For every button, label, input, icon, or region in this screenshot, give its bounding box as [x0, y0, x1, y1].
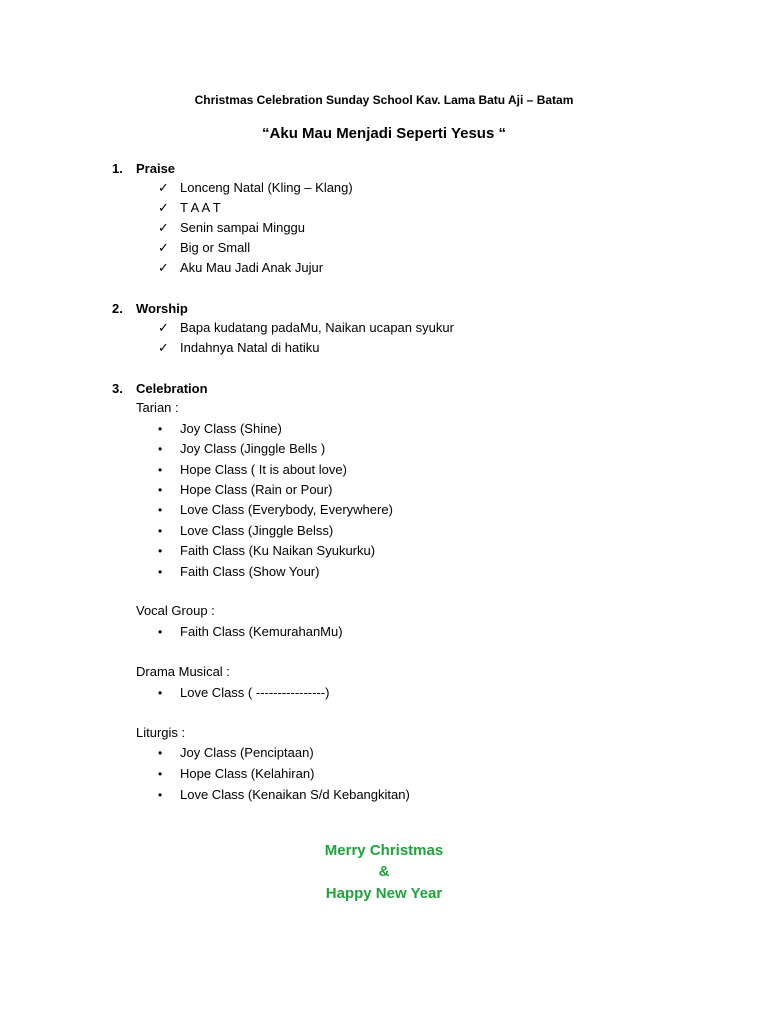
list-item: • Hope Class ( It is about love) [158, 460, 347, 480]
greeting-ampersand: & [378, 863, 390, 880]
checkmark-icon: ✓ [158, 260, 169, 275]
list-item: • Faith Class (KemurahanMu) [158, 622, 343, 642]
section-number: 2. [112, 301, 123, 316]
list-item: • Love Class ( ----------------) [158, 683, 329, 703]
bullet-icon: • [158, 686, 163, 700]
greeting-happy-new-year: Happy New Year [325, 885, 443, 902]
section-heading-worship [112, 301, 188, 316]
bullet-icon: • [158, 524, 163, 538]
checkmark-icon: ✓ [158, 220, 169, 235]
checkmark-icon: ✓ [158, 240, 169, 255]
theme-title: “Aku Mau Menjadi Seperti Yesus “ [262, 125, 506, 142]
section-title: Celebration [136, 381, 208, 396]
list-item: ✓ Big or Small [158, 238, 250, 258]
bullet-icon: • [158, 483, 163, 497]
list-item: • Joy Class (Shine) [158, 419, 282, 439]
list-item: • Joy Class (Jinggle Bells ) [158, 439, 325, 459]
list-item: • Love Class (Jinggle Belss) [158, 521, 333, 541]
subsection-label-vocal-group: Vocal Group : [136, 603, 215, 618]
section-number: 1. [112, 161, 123, 176]
bullet-icon: • [158, 544, 163, 558]
section-heading-celebration [112, 381, 208, 396]
section-number: 3. [112, 381, 123, 396]
list-item: • Love Class (Kenaikan S/d Kebangkitan) [158, 785, 410, 805]
checkmark-icon: ✓ [158, 320, 169, 335]
section-heading-praise [112, 161, 175, 176]
section-title: Worship [136, 301, 188, 316]
list-item: ✓ Aku Mau Jadi Anak Jujur [158, 258, 323, 278]
list-item: • Hope Class (Rain or Pour) [158, 480, 332, 500]
bullet-icon: • [158, 788, 163, 802]
bullet-icon: • [158, 422, 163, 436]
bullet-icon: • [158, 503, 163, 517]
bullet-icon: • [158, 463, 163, 477]
checkmark-icon: ✓ [158, 180, 169, 195]
bullet-icon: • [158, 625, 163, 639]
list-item: ✓ Senin sampai Minggu [158, 218, 305, 238]
list-item: ✓ Bapa kudatang padaMu, Naikan ucapan syukur [158, 318, 454, 338]
list-item: ✓ T A A T [158, 198, 221, 218]
section-title: Praise [136, 161, 176, 176]
list-item: ✓ Indahnya Natal di hatiku [158, 338, 319, 358]
subsection-label-liturgis: Liturgis : [136, 725, 186, 740]
list-item: • Joy Class (Penciptaan) [158, 743, 314, 763]
list-item: • Hope Class (Kelahiran) [158, 764, 314, 784]
subsection-label-drama-musical: Drama Musical : [136, 664, 230, 679]
bullet-icon: • [158, 442, 163, 456]
bullet-icon: • [158, 767, 163, 781]
bullet-icon: • [158, 565, 163, 579]
checkmark-icon: ✓ [158, 200, 169, 215]
list-item: • Faith Class (Ku Naikan Syukurku) [158, 541, 375, 561]
list-item: • Faith Class (Show Your) [158, 562, 319, 582]
bullet-icon: • [158, 746, 163, 760]
subsection-label-tarian: Tarian : [136, 400, 179, 415]
greeting-merry-christmas: Merry Christmas [324, 842, 444, 859]
list-item: • Love Class (Everybody, Everywhere) [158, 500, 393, 520]
event-header: Christmas Celebration Sunday School Kav. Lama Batu Aji – Batam [194, 93, 574, 107]
list-item: ✓ Lonceng Natal (Kling – Klang) [158, 178, 353, 198]
checkmark-icon: ✓ [158, 340, 169, 355]
